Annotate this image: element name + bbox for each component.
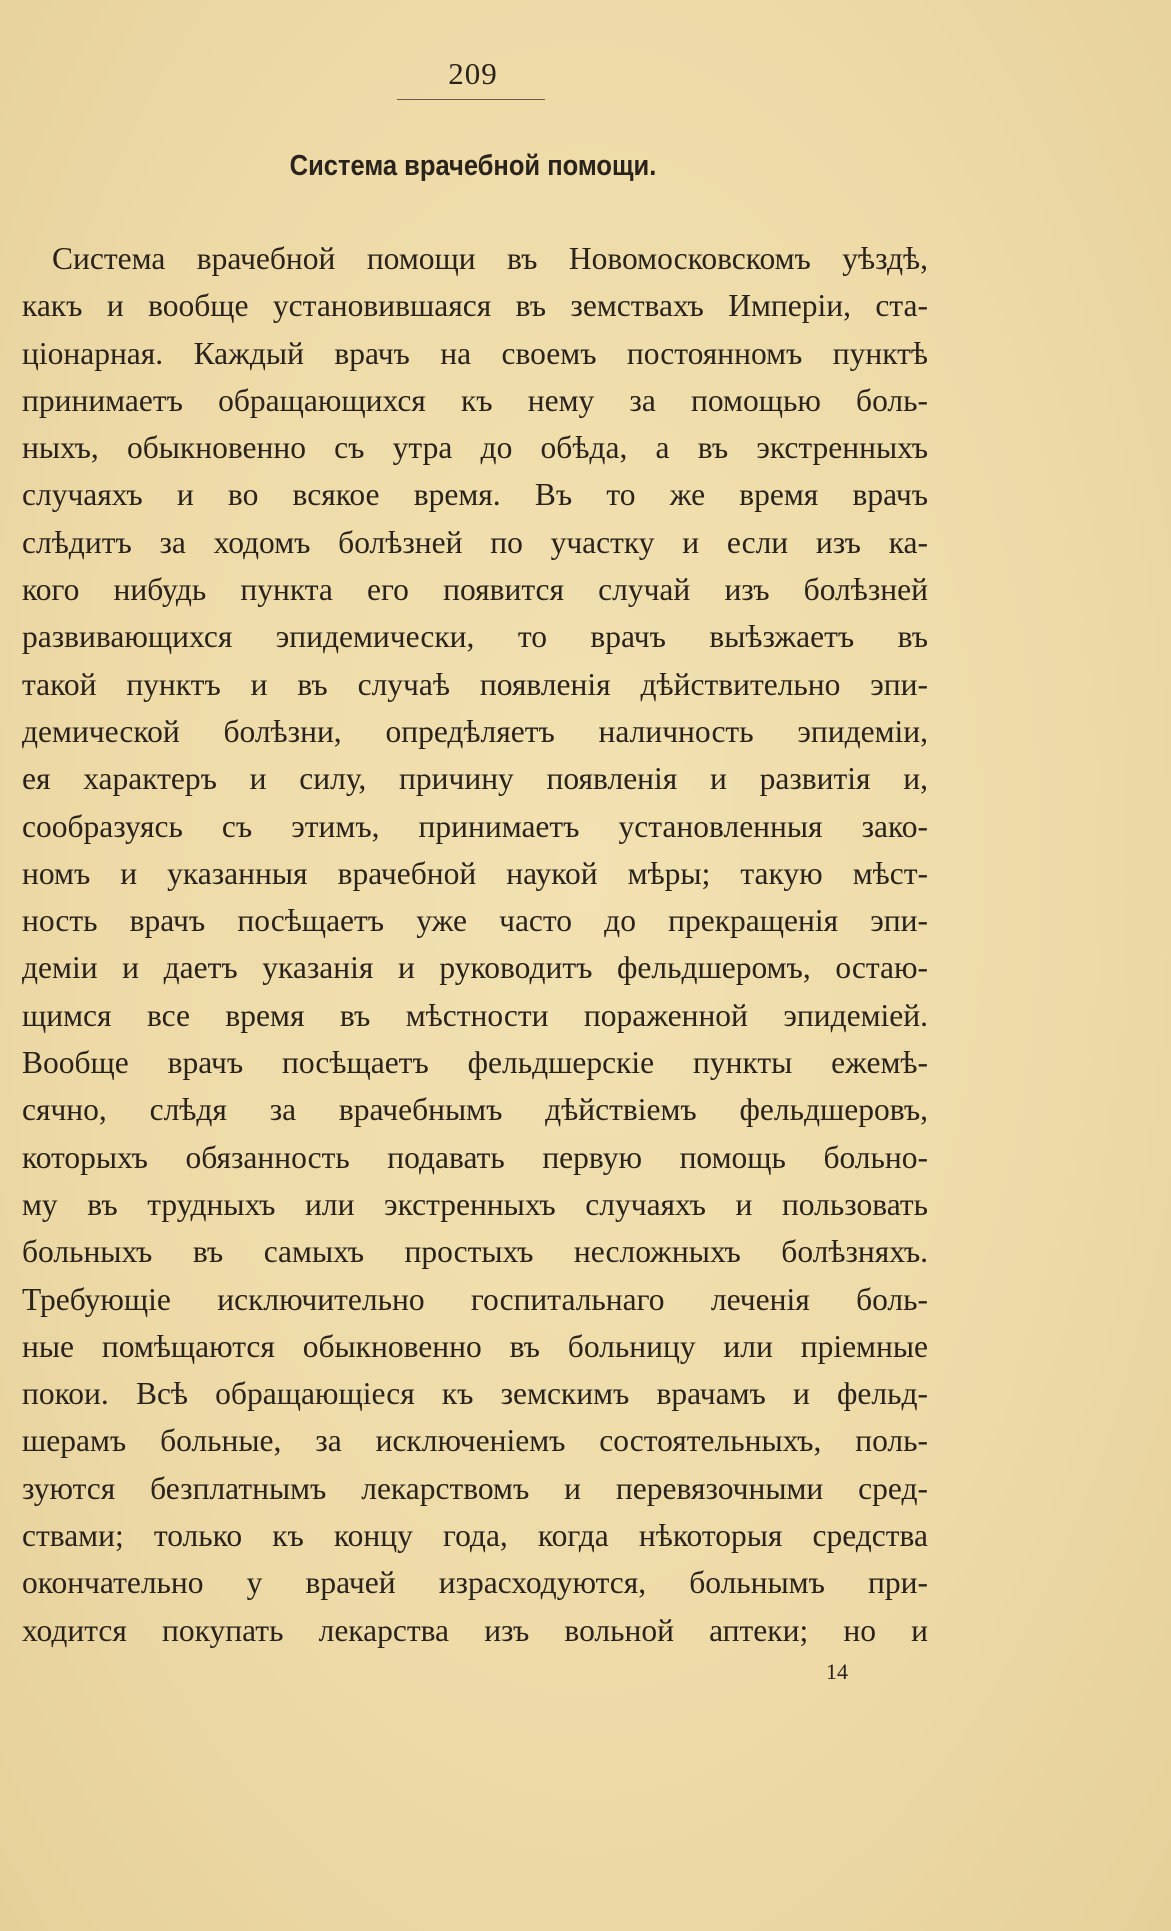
text-line: какъ и вообще установившаяся въ земствахъ Имперіи, ста- (22, 288, 928, 324)
body-text (22, 235, 928, 1654)
text-line: больныхъ въ самыхъ простыхъ несложныхъ болѣзняхъ. (22, 1234, 928, 1270)
text-line: зуются безплатнымъ лекарствомъ и перевязочными сред- (22, 1470, 928, 1506)
text-line: Требующіе исключительно госпитальнаго леченія боль- (22, 1281, 928, 1317)
text-line: покои. Всѣ обращающіеся къ земскимъ врачамъ и фельд- (22, 1376, 928, 1412)
text-line: му въ трудныхъ или экстренныхъ случаяхъ и пользовать (22, 1186, 928, 1222)
text-line: ствами; только къ концу года, когда нѣкоторыя средства (22, 1518, 928, 1554)
text-line: Вообще врачъ посѣщаетъ фельдшерскіе пункты ежемѣ- (22, 1045, 928, 1081)
text-line: которыхъ обязанность подавать первую помощь больно- (22, 1139, 928, 1175)
text-line: ные помѣщаются обыкновенно въ больницу или пріемные (22, 1328, 928, 1364)
text-line: ныхъ, обыкновенно съ утра до обѣда, а въ экстренныхъ (22, 430, 928, 466)
text-line: слѣдитъ за ходомъ болѣзней по участку и если изъ ка- (22, 524, 928, 560)
text-line: шерамъ больные, за исключеніемъ состоятельныхъ, поль- (22, 1423, 928, 1459)
text-line: развивающихся эпидемически, то врачъ выѣзжаетъ въ (22, 619, 928, 655)
text-line: такой пунктъ и въ случаѣ появленія дѣйствительно эпи- (22, 666, 928, 702)
text-line: щимся все время въ мѣстности пораженной эпидеміей. (22, 997, 928, 1033)
signature-mark: 14 (826, 1659, 848, 1684)
text-line: ея характеръ и силу, причину появленія и развитія и, (22, 761, 928, 797)
text-line: деміи и даетъ указанія и руководитъ фельдшеромъ, остаю- (22, 950, 928, 986)
header-rule (397, 99, 545, 100)
text-line: сообразуясь съ этимъ, принимаетъ установленныя зако- (22, 808, 928, 844)
text-line: Система врачебной помощи въ Новомосковскомъ уѣздѣ, (52, 241, 928, 276)
text-line: принимаетъ обращающихся къ нему за помощью боль- (22, 382, 928, 418)
text-line: сячно, слѣдя за врачебнымъ дѣйствіемъ фельдшеровъ, (22, 1092, 928, 1128)
text-line: кого нибудь пункта его появится случай изъ болѣзней (22, 572, 928, 608)
text-line: номъ и указанныя врачебной наукой мѣры; такую мѣст- (22, 855, 928, 891)
page-number: 209 (448, 56, 498, 91)
text-line: демической болѣзни, опредѣляетъ наличность эпидеміи, (22, 713, 928, 749)
text-line: ность врачъ посѣщаетъ уже часто до прекращенія эпи- (22, 903, 928, 939)
text-line: случаяхъ и во всякое время. Въ то же время врачъ (22, 477, 928, 513)
text-line: ходится покупать лекарства изъ вольной аптеки; но и (22, 1612, 928, 1648)
section-title: Система врачебной помощи. (289, 150, 657, 182)
text-line: ціонарная. Каждый врачъ на своемъ постоянномъ пунктѣ (22, 335, 928, 371)
text-line: окончательно у врачей израсходуются, больнымъ при- (22, 1565, 928, 1601)
